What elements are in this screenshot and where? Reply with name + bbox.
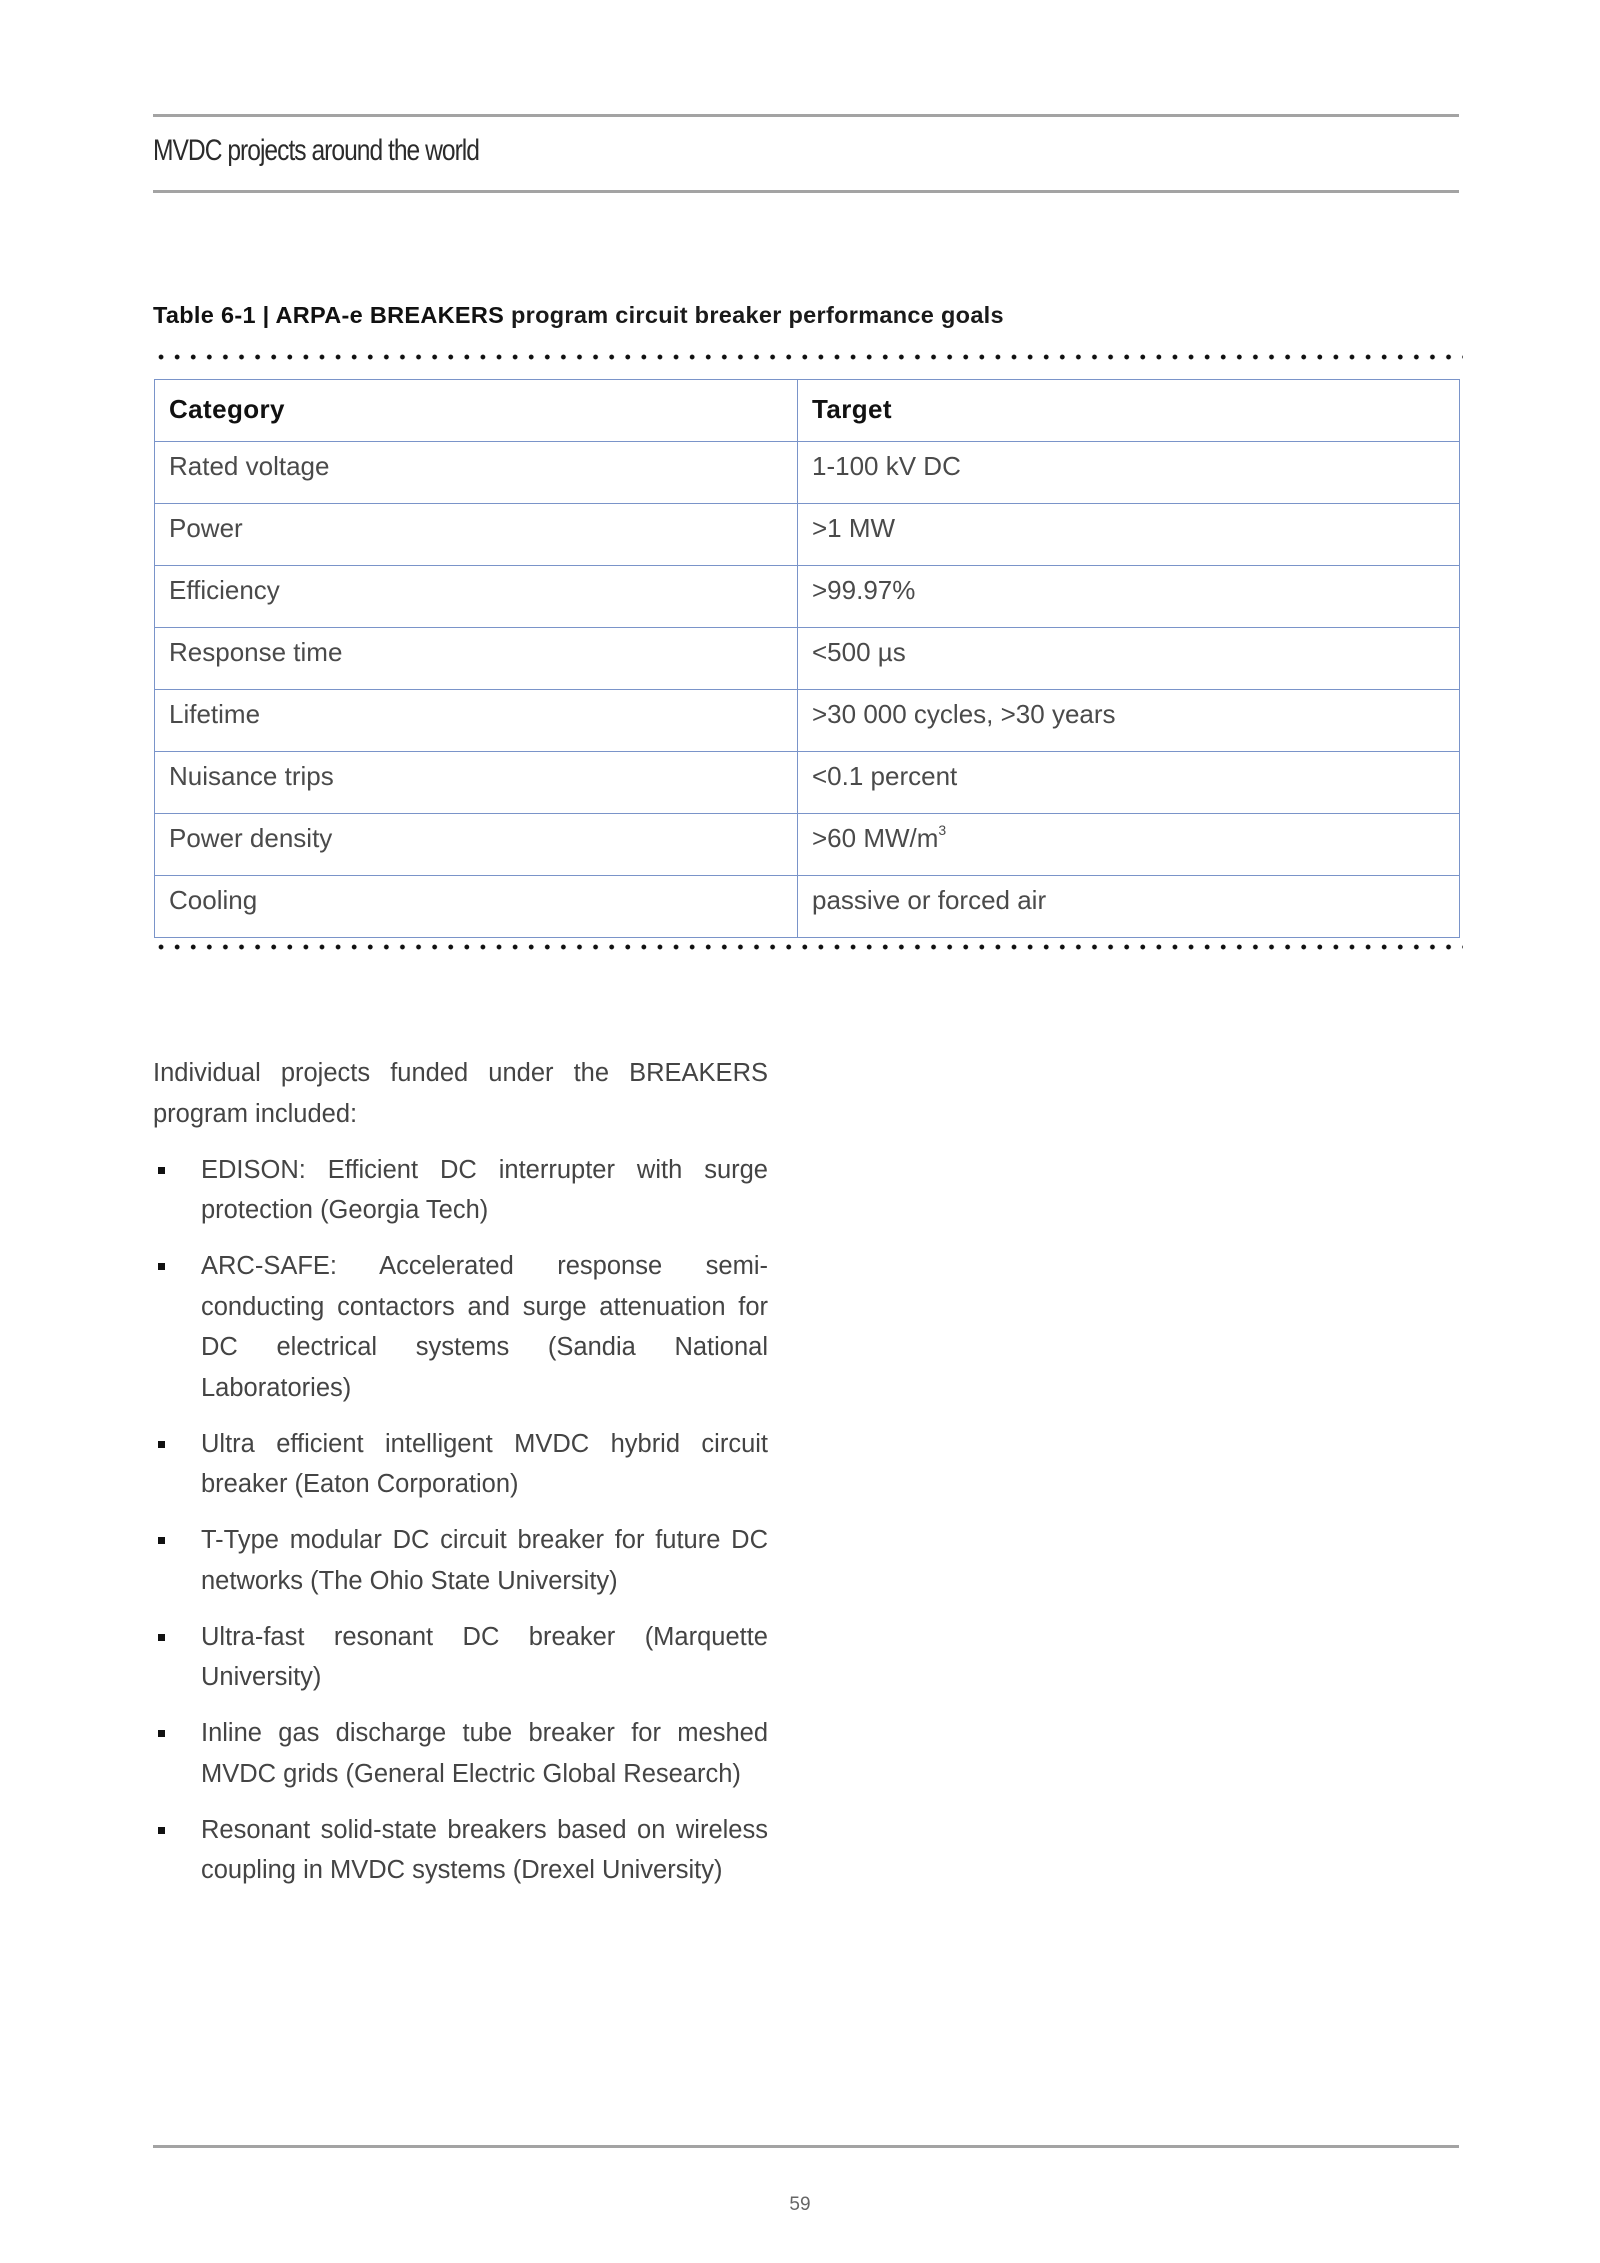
table-row <box>155 690 1460 752</box>
list-item <box>153 1150 768 1231</box>
cell-target-value: >30 000 cycles, >30 years <box>812 699 1116 729</box>
square-bullet-icon <box>158 1167 165 1174</box>
cell-target <box>798 628 1460 690</box>
list-item <box>153 1520 768 1601</box>
table-caption-title: program circuit breaker performance goals <box>504 302 1004 328</box>
table-row <box>155 752 1460 814</box>
page-number: 59 <box>789 2194 811 2215</box>
list-item-text: T-Type modular DC circuit breaker for future DC networks (The Ohio State University) <box>201 1526 768 1595</box>
cell-target-value: passive or forced air <box>812 885 1047 915</box>
list-item-text: Ultra efficient intelligent MVDC hybrid circuit breaker (Eaton Corporation) <box>201 1429 768 1498</box>
square-bullet-icon <box>158 1263 165 1270</box>
cell-target-value: <500 µs <box>812 637 906 667</box>
cell-target <box>798 566 1460 628</box>
cell-category: Rated voltage <box>155 442 798 504</box>
list-item <box>153 1424 768 1505</box>
cell-target <box>798 814 1460 876</box>
cell-target <box>798 752 1460 814</box>
cell-category: Lifetime <box>155 690 798 752</box>
performance-goals-table <box>154 379 1460 938</box>
square-bullet-icon <box>158 1441 165 1448</box>
cell-category: Response time <box>155 628 798 690</box>
cell-target <box>798 690 1460 752</box>
square-bullet-icon <box>158 1827 165 1834</box>
table-row <box>155 876 1460 938</box>
cell-target-value: >1 MW <box>812 513 896 543</box>
cell-category: Cooling <box>155 876 798 938</box>
list-item <box>153 1617 768 1698</box>
list-item-text: Ultra-fast resonant DC breaker (Marquette University) <box>201 1622 768 1691</box>
square-bullet-icon <box>158 1634 165 1641</box>
list-item <box>153 1713 768 1794</box>
table-row <box>155 442 1460 504</box>
table-row <box>155 628 1460 690</box>
cell-target-value: 1-100 kV DC <box>812 451 961 481</box>
column-header-target: Target <box>798 380 1460 442</box>
cell-category: Power <box>155 504 798 566</box>
header-top-rule <box>153 114 1459 117</box>
square-bullet-icon <box>158 1537 165 1544</box>
body-text-column <box>153 1053 768 1906</box>
dotted-divider-bottom <box>153 944 1463 950</box>
cell-target <box>798 442 1460 504</box>
list-item-text: EDISON: Efficient DC interrupter with surge protection (Georgia Tech) <box>201 1155 768 1224</box>
square-bullet-icon <box>158 1730 165 1737</box>
footer-rule <box>153 2145 1459 2148</box>
list-item-text: Resonant solid-state breakers based on wireless coupling in MVDC systems (Drexel University) <box>201 1815 768 1884</box>
table-header-row <box>155 380 1460 442</box>
cell-target <box>798 876 1460 938</box>
table-row <box>155 566 1460 628</box>
dotted-divider-top <box>153 354 1463 360</box>
running-header: MVDC projects around the world <box>153 134 479 167</box>
cell-category: Efficiency <box>155 566 798 628</box>
cell-target-value: <0.1 percent <box>812 761 958 791</box>
table-row <box>155 504 1460 566</box>
header-bottom-rule <box>153 190 1459 193</box>
list-item <box>153 1246 768 1408</box>
cell-category: Nuisance trips <box>155 752 798 814</box>
column-header-category: Category <box>155 380 798 442</box>
cell-target-superscript: 3 <box>938 822 947 838</box>
intro-paragraph: Individual projects funded under the BREAKERS program included: <box>153 1059 768 1128</box>
cell-target <box>798 504 1460 566</box>
cell-target-value: >99.97% <box>812 575 916 605</box>
list-item <box>153 1810 768 1891</box>
project-list <box>153 1150 768 1891</box>
table-row <box>155 814 1460 876</box>
cell-target-value: >60 MW/m <box>812 823 939 853</box>
cell-category: Power density <box>155 814 798 876</box>
table-caption-label: Table 6-1 | ARPA-e BREAKERS <box>153 302 505 328</box>
table-caption <box>153 302 1004 329</box>
list-item-text: Inline gas discharge tube breaker for meshed MVDC grids (General Electric Global Research) <box>201 1719 768 1788</box>
list-item-text: ARC-SAFE: Accelerated response semi-conducting contactors and surge attenuation for DC electrical systems (Sandia National Laboratories) <box>201 1252 768 1402</box>
